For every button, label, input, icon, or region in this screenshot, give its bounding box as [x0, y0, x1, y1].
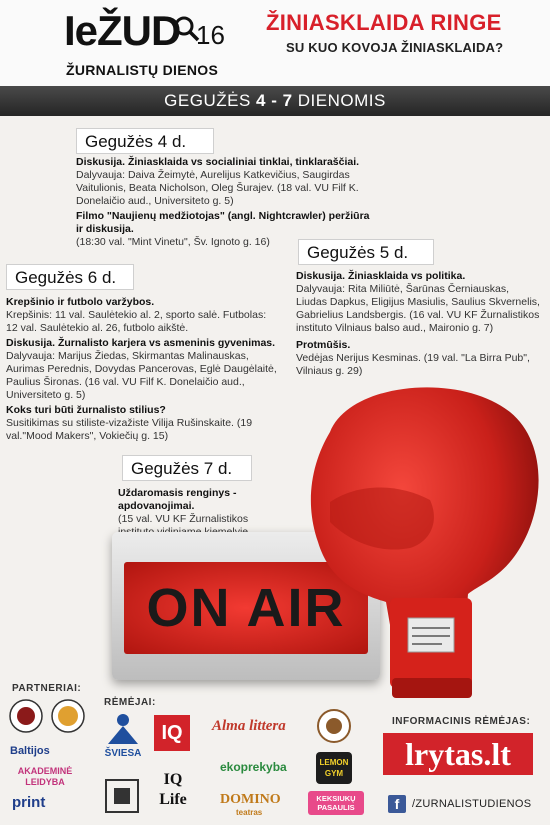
event-details: (18:30 val. "Mint Vinetu", Šv. Ignoto g. 16)	[76, 236, 270, 248]
event-subtitle: SU KUO KOVOJA ŽINIASKLAIDA?	[286, 40, 504, 55]
event-title: Krepšinio ir futbolo varžybos.	[6, 296, 155, 308]
event-block-may-4	[76, 156, 376, 249]
lrytas-logo: lrytas.lt	[383, 733, 533, 775]
facebook-icon: f	[388, 795, 406, 813]
supporters-label: RĖMĖJAI:	[104, 697, 156, 708]
on-air-text: ON AIR	[146, 578, 346, 638]
date-band	[0, 86, 550, 116]
iq-life-logo: IQ Life	[159, 771, 187, 808]
event-title: Koks turi būti žurnalisto stilius?	[6, 404, 166, 416]
info-supporter-label: INFORMACINIS RĖMĖJAS:	[392, 716, 531, 727]
day-heading-may-4: Gegužės 4 d.	[76, 128, 214, 154]
event-block-may-6	[6, 296, 278, 443]
boxing-glove-icon	[290, 372, 550, 712]
event-title: Filmo "Naujienų medžiotojas" (angl. Nightcrawler) peržiūra ir diskusija.	[76, 210, 370, 235]
event-details: Dalyvauja: Rita Miliūtė, Šarūnas Černiauskas, Liudas Dapkus, Eligijus Masiulis, Saulius Skvernelis, Gabrielius Landsbergis. (16 val. VU KF Žurnalistikos instituto Vilniaus balso aud., Maironio g. 7)	[296, 283, 540, 334]
iq-logo: IQ	[154, 715, 190, 751]
date-band-suffix: DIENOMIS	[297, 91, 386, 110]
faculty-seal-icon	[50, 698, 86, 734]
day-heading-may-7: Gegužės 7 d.	[122, 455, 252, 481]
alma-littera-logo: Alma littera	[212, 718, 286, 734]
event-title: Uždaromasis renginys - apdovanojimai.	[118, 487, 237, 512]
domino-logo-sub: teatras	[236, 808, 263, 817]
day-heading-may-6: Gegužės 6 d.	[6, 264, 134, 290]
date-band-range: 4 - 7	[256, 91, 293, 110]
cafe-logo-icon	[316, 708, 352, 744]
akademine-leidyba-logo: AKADEMINĖ LEIDYBA	[17, 766, 73, 787]
date-band-prefix: GEGUŽĖS	[164, 91, 251, 110]
ekoprekyba-logo: ekoprekyba	[220, 760, 287, 774]
event-details: Dalyvauja: Daiva Žeimytė, Aurelijus Katkevičius, Saugirdas Vaitulionis, Beata Nicholson, Oleg Šurajev. (18 val. VU Filf K. Donelaičio aud., Universiteto g. 5)	[76, 169, 359, 207]
day-heading-may-5: Gegužės 5 d.	[298, 239, 434, 265]
event-logo-number: 16	[196, 20, 225, 50]
photography-club-icon	[104, 778, 140, 814]
event-details: (15 val. VU KF Žurnalistikos	[118, 513, 249, 525]
sviesa-figure-icon	[104, 712, 142, 746]
event-details: Krepšinis: 11 val. Saulėtekio al. 2, sporto salė. Futbolas: 12 val. Saulėtekio al. 26, futbolo aikštė.	[6, 309, 267, 334]
partners-label: PARTNERIAI:	[12, 683, 82, 694]
domino-logo: DOMINO	[220, 792, 281, 807]
event-title: Diskusija. Žiniasklaida vs politika.	[296, 270, 466, 282]
event-logo-subtitle: ŽURNALISTŲ DIENOS	[66, 62, 219, 78]
event-details: Dalyvauja: Marijus Žiedas, Skirmantas Malinauskas, Aurimas Perednis, Dovydas Pancerovas, Eglė Daugėlaitė, Paulius Šironas. (16 val. VU Filf K. Donelaičio aud., Universiteto g. 5)	[6, 350, 277, 401]
keksiuku-pasaulis-logo: KEKSIUKŲ PASAULIS	[308, 791, 364, 815]
sviesa-logo: ŠVIESA	[104, 748, 142, 759]
event-title: Diskusija. Žiniasklaida vs socialiniai tinklai, tinklaraščiai.	[76, 156, 360, 168]
event-title: Protmūšis.	[296, 339, 351, 351]
facebook-handle: /ZURNALISTUDIENOS	[412, 798, 532, 810]
facebook-link[interactable]	[388, 795, 531, 813]
event-details: Susitikimas su stiliste-vizažiste Vilija Rušinskaite. (19 val."Mood Makers", Vokiečių g. 15)	[6, 417, 253, 442]
print-express-logo: print	[12, 794, 46, 811]
event-details: Vedėjas Nerijus Kesminas. (19 val. "La Birra Pub", Vilniaus g. 29)	[296, 352, 530, 377]
header	[0, 0, 550, 86]
event-block-may-5	[296, 270, 541, 378]
lemon-gym-logo: LEMON GYM	[316, 752, 352, 784]
event-title: Diskusija. Žurnalisto karjera vs asmeninis gyvenimas.	[6, 337, 276, 349]
event-logo-word: IeŽUD	[64, 7, 181, 54]
event-title: ŽINIASKLAIDA RINGE	[266, 10, 502, 35]
baltijos-logo: Baltijos	[10, 745, 50, 757]
university-seal-icon	[8, 698, 44, 734]
